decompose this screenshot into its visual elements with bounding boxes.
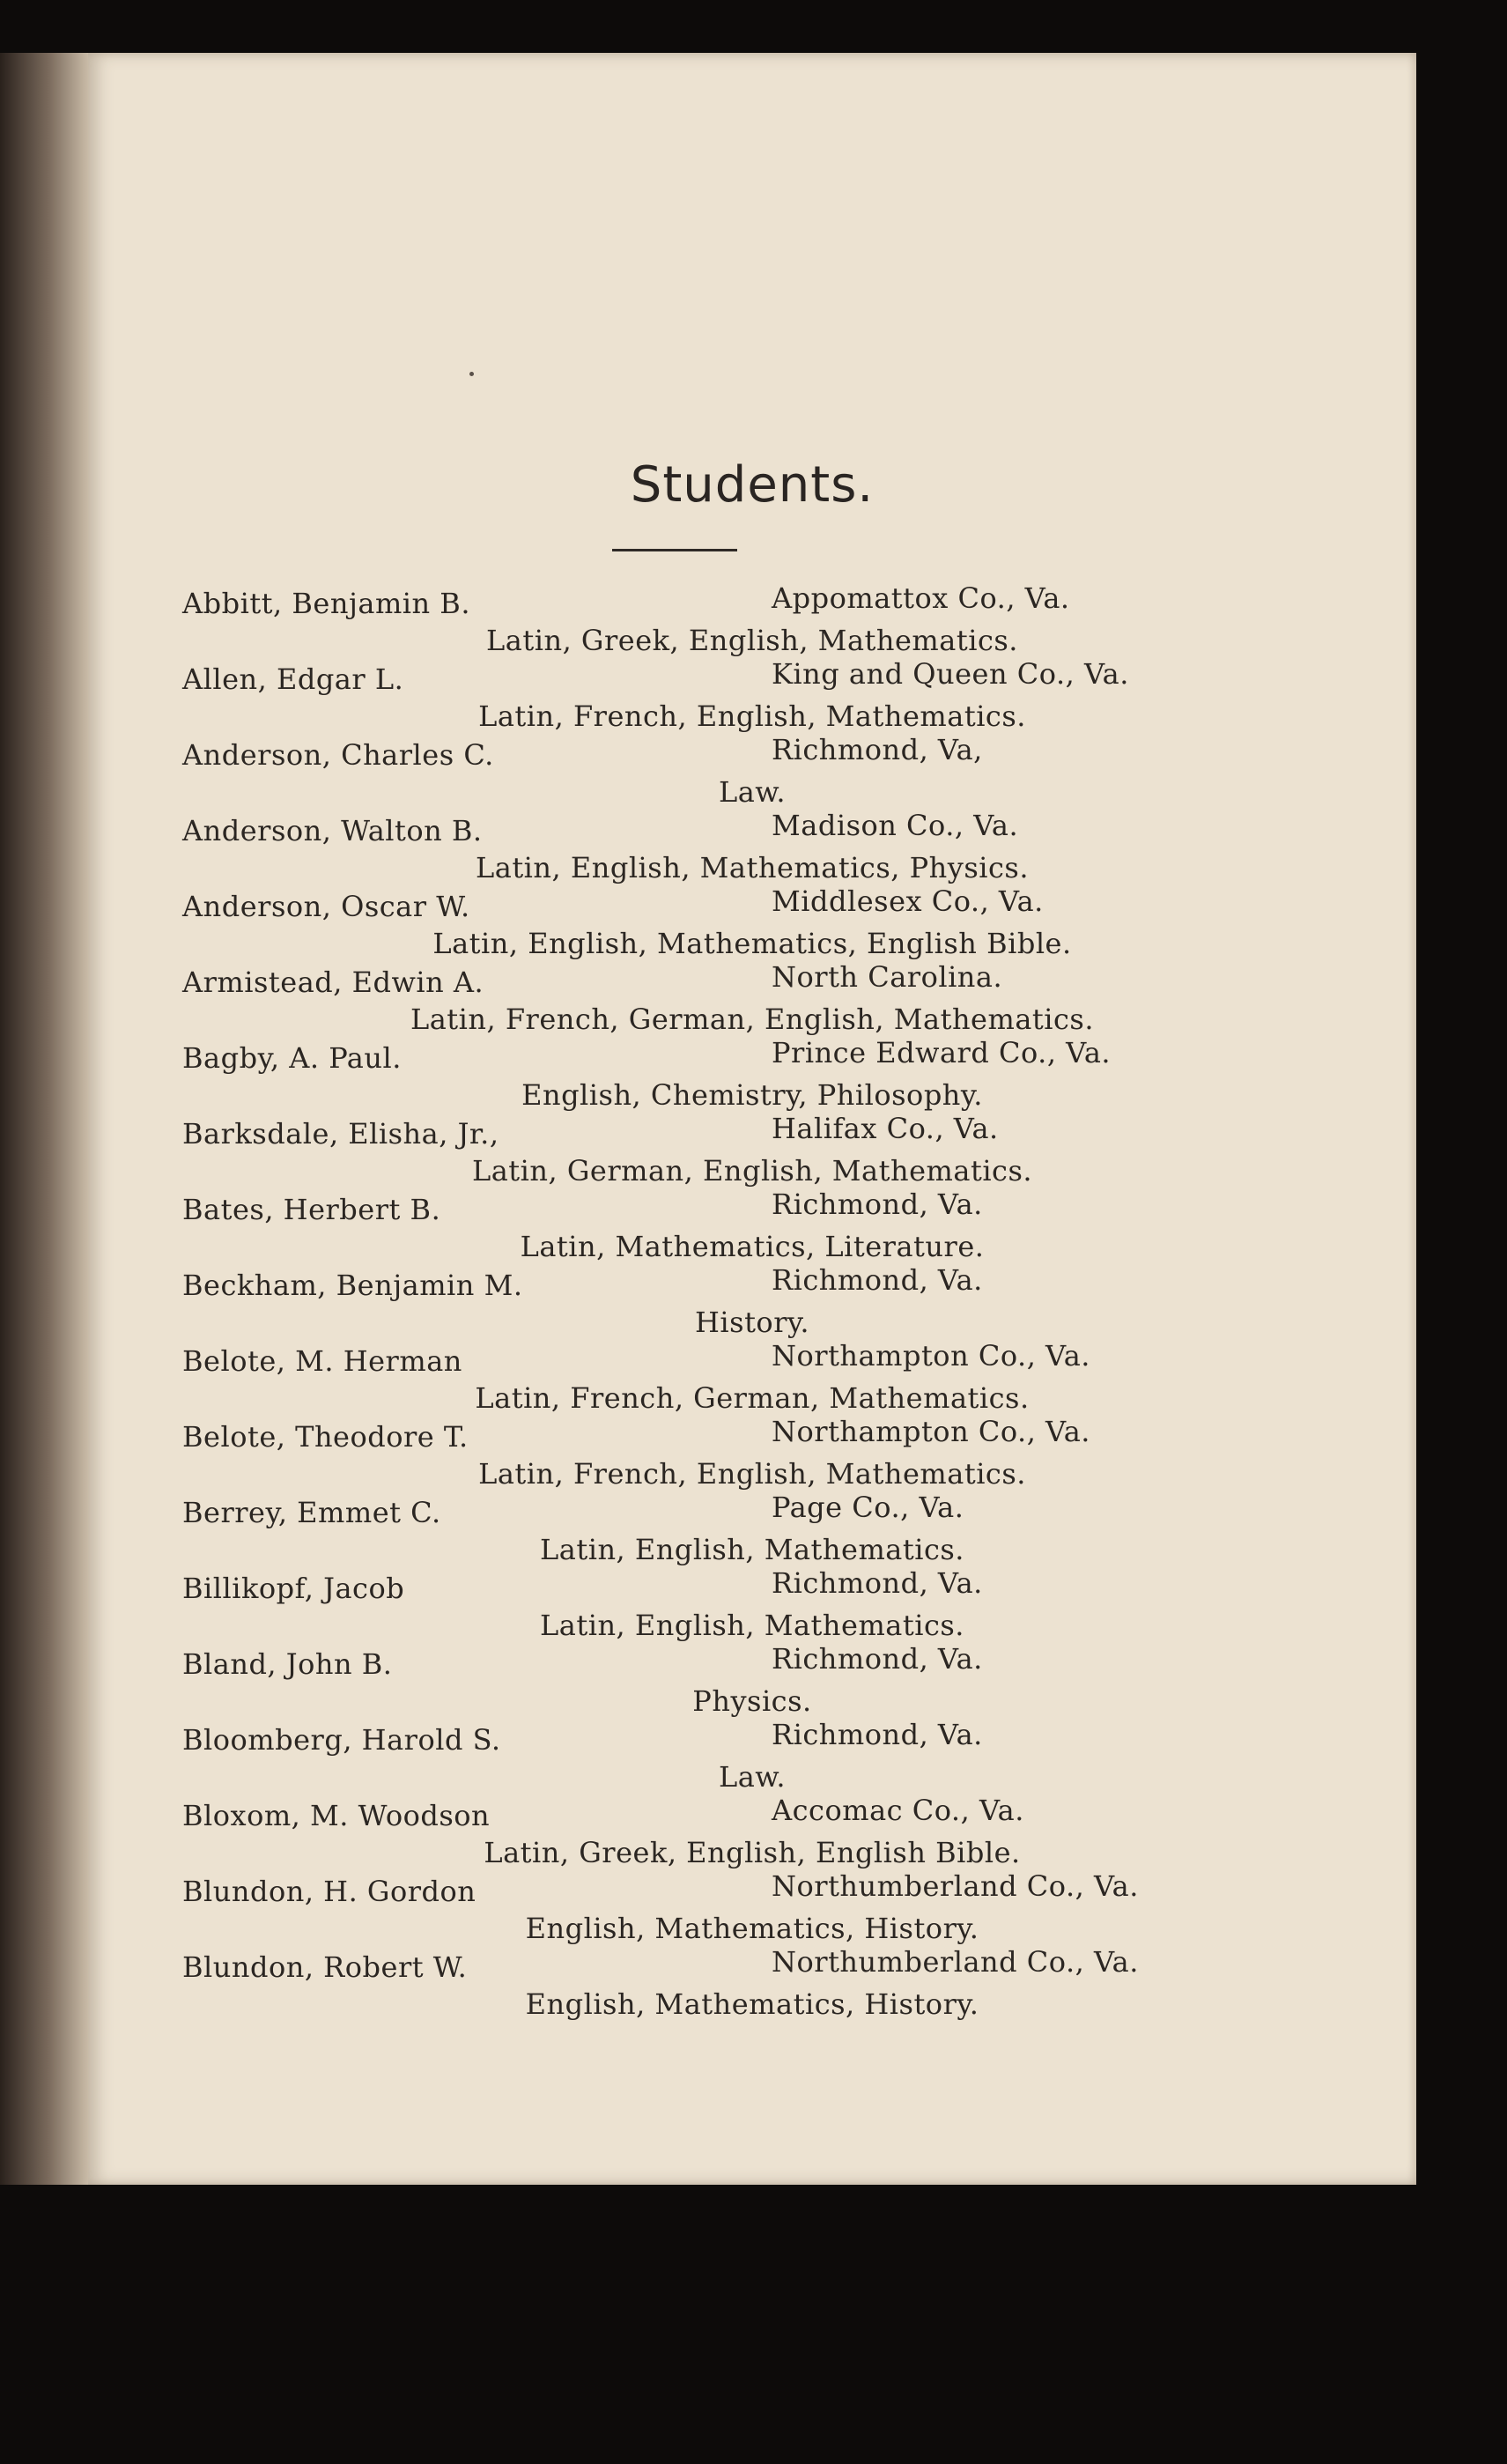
student-name: Anderson, Oscar W. <box>182 890 470 923</box>
student-entry <box>88 809 1416 890</box>
student-subjects: Latin, French, English, Mathematics. <box>478 1457 1026 1491</box>
student-name: Bagby, A. Paul. <box>182 1041 402 1075</box>
student-subjects: English, Mathematics, History. <box>525 1987 979 2021</box>
student-subjects: Latin, French, German, Mathematics. <box>475 1381 1030 1415</box>
student-place: Northampton Co., Va. <box>772 1415 1090 1448</box>
student-place: Richmond, Va. <box>772 1566 983 1600</box>
student-place: Richmond, Va, <box>772 733 983 766</box>
student-entry <box>88 657 1416 738</box>
student-name: Bland, John B. <box>182 1647 393 1681</box>
student-entry <box>88 1718 1416 1799</box>
student-place: Madison Co., Va. <box>772 809 1019 842</box>
student-place: Middlesex Co., Va. <box>772 884 1044 918</box>
student-name: Abbitt, Benjamin B. <box>182 587 470 620</box>
student-place: Northumberland Co., Va. <box>772 1869 1139 1903</box>
student-place: King and Queen Co., Va. <box>772 657 1129 691</box>
student-name: Anderson, Charles C. <box>182 738 494 772</box>
student-place: Richmond, Va. <box>772 1263 983 1297</box>
student-subjects: Law. <box>718 775 787 809</box>
student-subjects: Latin, English, Mathematics, English Bible. <box>432 927 1072 960</box>
student-entry <box>88 1945 1416 2026</box>
student-entry <box>88 960 1416 1041</box>
student-entry <box>88 884 1416 966</box>
student-entry <box>88 1794 1416 1875</box>
student-entry <box>88 1491 1416 1572</box>
student-subjects: English, Chemistry, Philosophy. <box>521 1078 983 1112</box>
student-name: Blundon, Robert W. <box>182 1950 468 1984</box>
student-place: Accomac Co., Va. <box>772 1794 1024 1827</box>
student-place: Richmond, Va. <box>772 1718 983 1751</box>
student-name: Anderson, Walton B. <box>182 814 483 847</box>
title-rule <box>612 549 737 551</box>
student-place: Richmond, Va. <box>772 1188 983 1221</box>
student-place: Page Co., Va. <box>772 1491 964 1524</box>
student-subjects: Latin, Greek, English, English Bible. <box>484 1836 1021 1869</box>
student-subjects: Latin, English, Mathematics, Physics. <box>475 851 1029 884</box>
student-entry <box>88 733 1416 814</box>
student-subjects: History. <box>695 1306 809 1339</box>
book-page <box>88 53 1416 2185</box>
student-subjects: Latin, Mathematics, Literature. <box>520 1230 985 1263</box>
student-place: Richmond, Va. <box>772 1642 983 1676</box>
book-spine-shadow <box>0 53 88 2185</box>
student-place: Appomattox Co., Va. <box>772 581 1070 615</box>
student-subjects: Latin, German, English, Mathematics. <box>471 1154 1033 1188</box>
student-name: Belote, Theodore T. <box>182 1420 469 1454</box>
student-name: Belote, M. Herman <box>182 1344 462 1378</box>
student-subjects: Latin, Greek, English, Mathematics. <box>486 624 1018 657</box>
student-name: Bloxom, M. Woodson <box>182 1799 491 1832</box>
student-place: Prince Edward Co., Va. <box>772 1036 1112 1069</box>
student-place: Northampton Co., Va. <box>772 1339 1090 1373</box>
student-subjects: Physics. <box>692 1684 812 1718</box>
student-subjects: Latin, English, Mathematics. <box>540 1533 964 1566</box>
student-entry <box>88 1642 1416 1723</box>
student-name: Berrey, Emmet C. <box>182 1496 441 1529</box>
student-name: Bates, Herbert B. <box>182 1193 441 1226</box>
page-title: Students. <box>630 456 875 514</box>
ink-speck <box>469 372 474 376</box>
student-entry <box>88 1188 1416 1269</box>
student-entry <box>88 1869 1416 1950</box>
student-entry <box>88 1112 1416 1193</box>
student-subjects: Latin, French, German, English, Mathematics. <box>410 1003 1095 1036</box>
student-place: North Carolina. <box>772 960 1003 994</box>
student-subjects: Latin, French, English, Mathematics. <box>478 699 1026 733</box>
student-name: Billikopf, Jacob <box>182 1572 405 1605</box>
student-entry <box>88 1339 1416 1420</box>
student-name: Beckham, Benjamin M. <box>182 1269 523 1302</box>
student-entry <box>88 1036 1416 1117</box>
student-subjects: Latin, English, Mathematics. <box>540 1609 964 1642</box>
student-name: Blundon, H. Gordon <box>182 1875 476 1908</box>
student-entry <box>88 581 1416 662</box>
student-name: Armistead, Edwin A. <box>182 966 484 999</box>
student-entry <box>88 1415 1416 1496</box>
student-place: Halifax Co., Va. <box>772 1112 999 1145</box>
student-subjects: Law. <box>718 1760 787 1794</box>
student-subjects: English, Mathematics, History. <box>525 1912 979 1945</box>
student-name: Barksdale, Elisha, Jr., <box>182 1117 499 1151</box>
student-name: Bloomberg, Harold S. <box>182 1723 501 1757</box>
student-entry <box>88 1263 1416 1344</box>
student-place: Northumberland Co., Va. <box>772 1945 1139 1979</box>
student-entry <box>88 1566 1416 1647</box>
student-name: Allen, Edgar L. <box>182 662 404 696</box>
